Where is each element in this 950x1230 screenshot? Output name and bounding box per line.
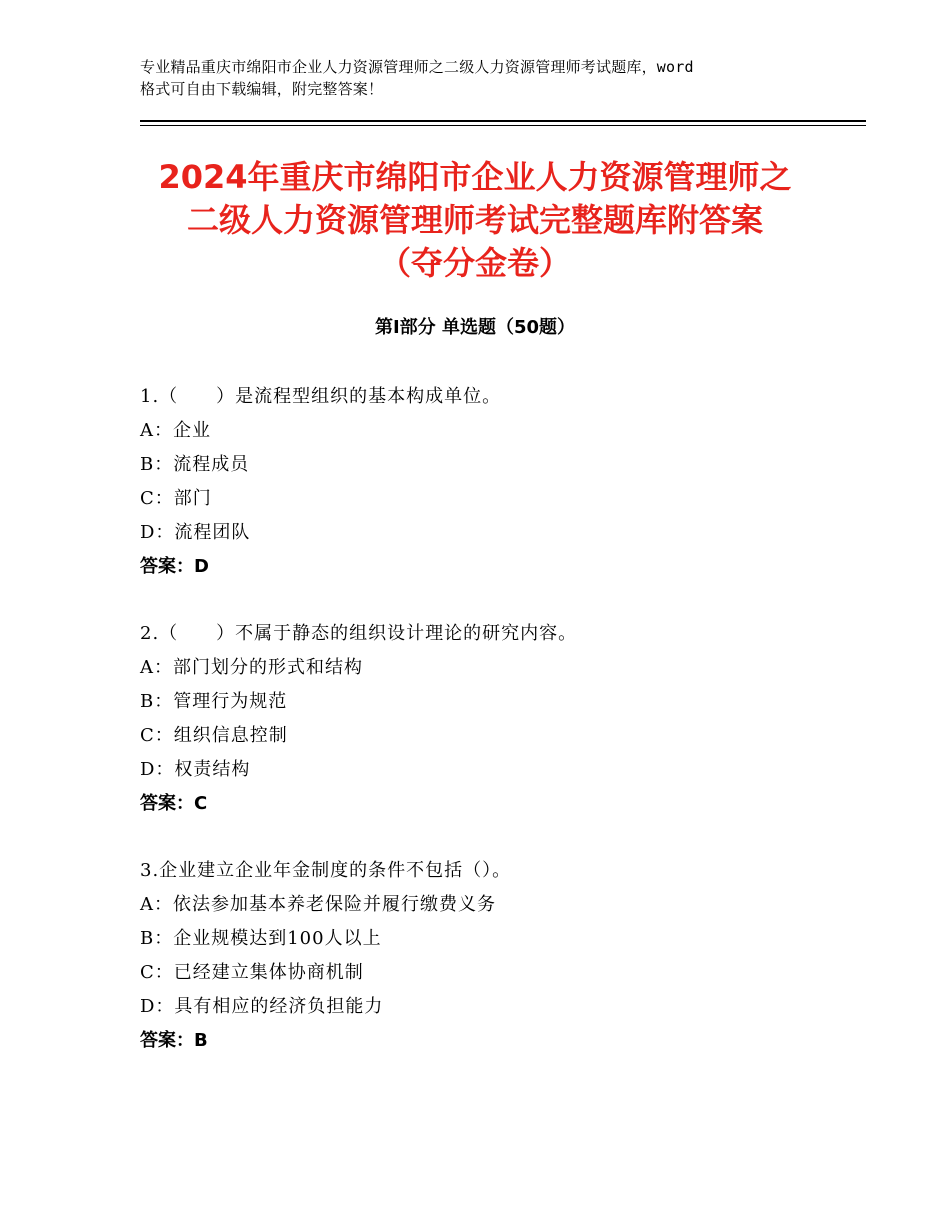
- option-a: A：企业: [140, 420, 211, 441]
- document-title: [100, 156, 850, 285]
- answer: 答案：B: [140, 1030, 208, 1051]
- question-1: [140, 380, 840, 584]
- question-2: [140, 617, 840, 821]
- question-list: [140, 380, 840, 1091]
- header-note-line-2: 格式可自由下载编辑，附完整答案！: [140, 80, 384, 98]
- answer: 答案：C: [140, 793, 208, 814]
- question-stem: 1.（ ）是流程型组织的基本构成单位。: [140, 386, 502, 407]
- answer: 答案：D: [140, 556, 209, 577]
- question-stem: 2.（ ）不属于静态的组织设计理论的研究内容。: [140, 623, 578, 644]
- option-a: A：部门划分的形式和结构: [140, 657, 363, 678]
- header-note-line-1: 专业精品重庆市绵阳市企业人力资源管理师之二级人力资源管理师考试题库，word: [140, 58, 694, 76]
- question-stem: 3.企业建立企业年金制度的条件不包括（）。: [140, 860, 512, 881]
- option-b: B：企业规模达到100人以上: [140, 928, 382, 949]
- option-c: C：部门: [140, 488, 212, 509]
- question-3: [140, 854, 840, 1058]
- option-c: C：组织信息控制: [140, 725, 288, 746]
- option-d: D：流程团队: [140, 522, 251, 543]
- header-divider-thick: [140, 120, 866, 122]
- title-line-1: 2024年重庆市绵阳市企业人力资源管理师之: [158, 158, 792, 196]
- option-a: A：依法参加基本养老保险并履行缴费义务: [140, 894, 496, 915]
- header-divider-thin: [140, 125, 866, 126]
- title-line-3: （夺分金卷）: [378, 244, 571, 282]
- option-b: B：流程成员: [140, 454, 250, 475]
- option-b: B：管理行为规范: [140, 691, 288, 712]
- option-d: D：权责结构: [140, 759, 251, 780]
- option-c: C：已经建立集体协商机制: [140, 962, 364, 983]
- option-d: D：具有相应的经济负担能力: [140, 996, 384, 1017]
- title-line-2: 二级人力资源管理师考试完整题库附答案: [186, 201, 763, 239]
- section-title: 第Ⅰ部分 单选题（50题）: [374, 317, 575, 338]
- header-note: [140, 56, 830, 100]
